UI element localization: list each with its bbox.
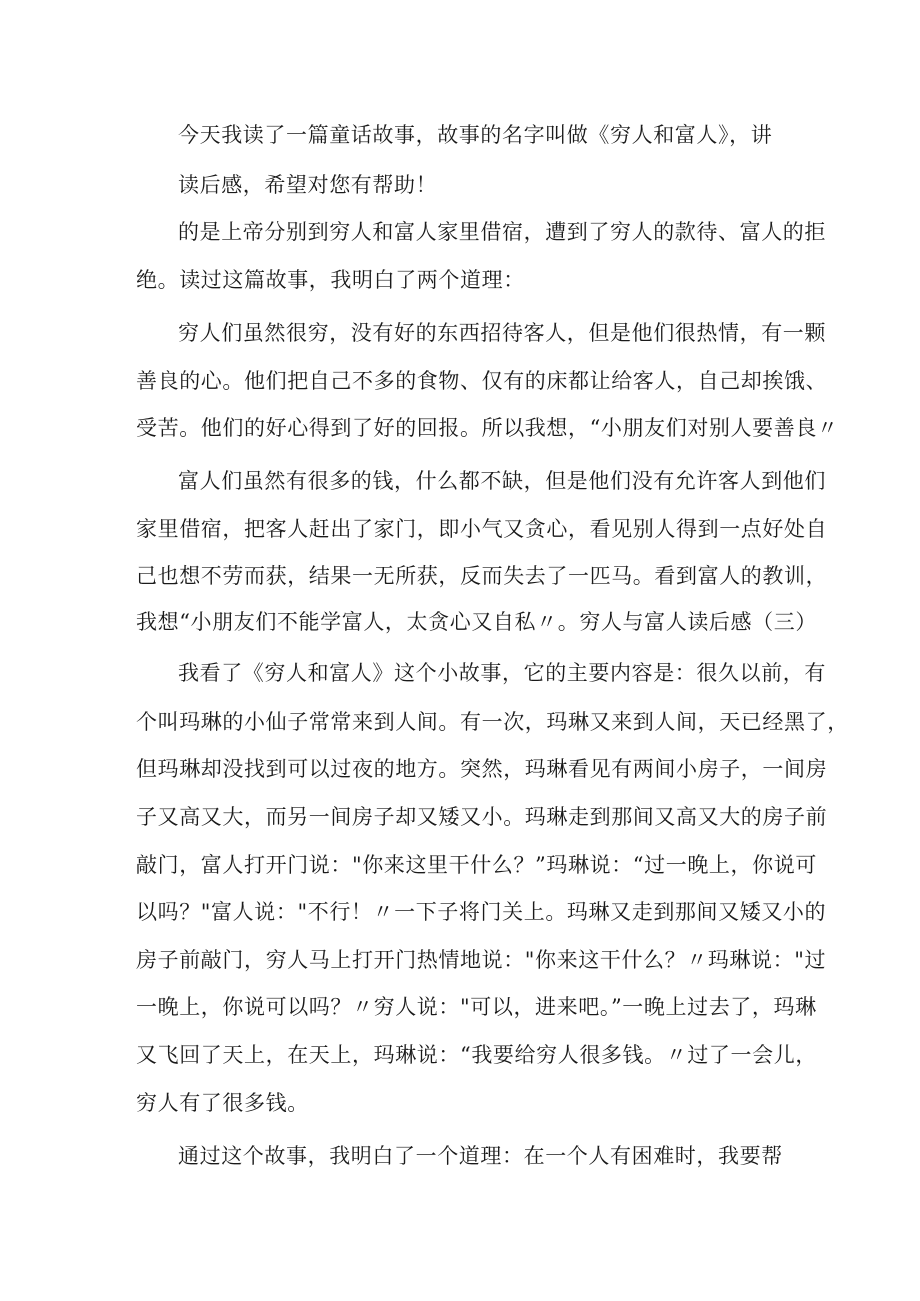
text-line: 但玛琳却没找到可以过夜的地方。突然，玛琳看见有两间小房子，一间房 <box>136 757 828 781</box>
text-line: 我看了《穷人和富人》这个小故事，它的主要内容是：很久以前，有 <box>178 661 826 685</box>
text-line: 敲门，富人打开门说："你来这里干什么？”玛琳说：“过一晚上，你说可 <box>136 853 817 877</box>
text-line: 个叫玛琳的小仙子常常来到人间。有一次，玛琳又来到人间，天已经黑了， <box>136 710 849 734</box>
text-line: 己也想不劳而获，结果一无所获，反而失去了一匹马。看到富人的教训， <box>136 564 828 588</box>
text-line: 穷人们虽然很穷，没有好的东西招待客人，但是他们很热情，有一颗 <box>178 321 826 345</box>
text-line: 今天我读了一篇童话故事，故事的名字叫做《穷人和富人》，讲 <box>178 123 773 147</box>
text-line: 又飞回了天上，在天上，玛琳说：“我要给穷人很多钱。〃过了一会儿， <box>136 1043 817 1067</box>
text-line: 善良的心。他们把自己不多的食物、仅有的床都让给客人，自己却挨饿、 <box>136 369 828 393</box>
text-line: 富人们虽然有很多的钱，什么都不缺，但是他们没有允许客人到他们 <box>178 469 826 493</box>
text-line: 的是上帝分别到穷人和富人家里借宿，遭到了穷人的款待、富人的拒 <box>178 220 826 244</box>
text-line: 以吗？"富人说："不行！〃一下子将门关上。玛琳又走到那间又矮又小的 <box>136 900 827 924</box>
text-line: 我想“小朋友们不能学富人，太贪心又自私〃。穷人与富人读后感（三） <box>136 610 817 634</box>
text-line: 一晚上，你说可以吗？〃穷人说："可以，进来吧。”一晚上过去了，玛琳 <box>136 995 817 1019</box>
text-line: 读后感，希望对您有帮助！ <box>178 173 438 197</box>
text-line: 受苦。他们的好心得到了好的回报。所以我想，“小朋友们对别人要善良〃 <box>136 416 839 440</box>
text-line: 房子前敲门，穷人马上打开门热情地说："你来这干什么？〃玛琳说："过 <box>136 948 827 972</box>
text-line: 通过这个故事，我明白了一个道理：在一个人有困难时，我要帮 <box>178 1144 783 1168</box>
text-line: 子又高又大，而另一间房子却又矮又小。玛琳走到那间又高又大的房子前 <box>136 805 828 829</box>
text-line: 绝。读过这篇故事，我明白了两个道理： <box>136 268 525 292</box>
text-line: 穷人有了很多钱。 <box>136 1091 309 1115</box>
text-line: 家里借宿，把客人赶出了家门，即小气又贪心，看见别人得到一点好处自 <box>136 517 828 541</box>
